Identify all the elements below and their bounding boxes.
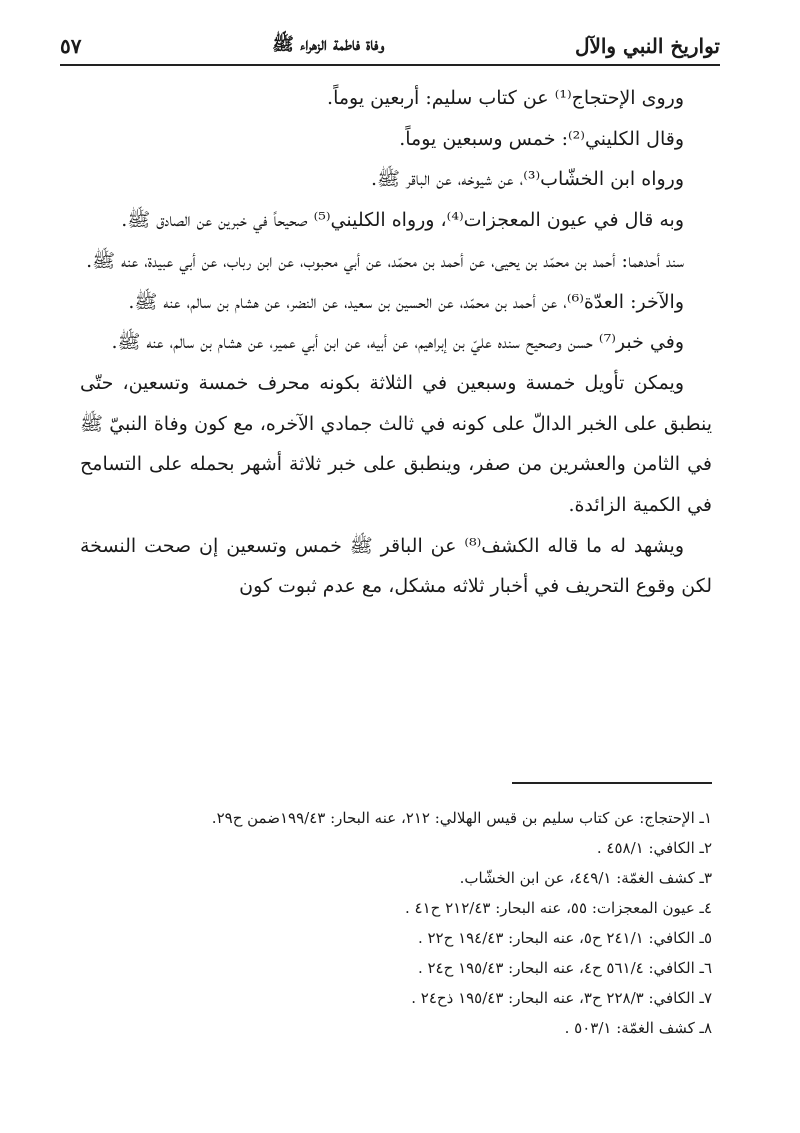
footnote: ٧ـ الكافي: ٢٢٨/٣ ح٣، عنه البحار: ١٩٥/٤٣ ذح٢٤ . [411,989,712,1007]
paragraph: وبه قال في عيون المعجزات⁽⁴⁾، ورواه الكليني⁽⁵⁾ صحيحاً في خبرين عن الصادق ﷺ. [121,209,684,232]
paragraph: وفي خبر⁽⁷⁾ حسن وصحيح سنده عليّ بن إبراهيم، عن أبيه، عن ابن أبي عمير، عن هشام بن سالم، عنه ﷺ. [111,331,684,354]
paragraph: وروى الإحتجاج⁽¹⁾ عن كتاب سليم: أربعين يوماً. [327,87,684,109]
paragraph: ويشهد له ما قاله الكشف⁽⁸⁾ عن الباقر ﷺ خمس وتسعين إن صحت النسخة لكن وقوع التحريف في أخبار ثلاثه مشكل، مع عدم ثبوت كون [80,534,712,598]
footnote-divider [512,782,712,784]
chapter-title: وفاة فاطمة الزهراء ﷺ [272,34,385,55]
footnote: ٢ـ الكافي: ٤٥٨/١ . [596,839,712,857]
paragraph: وقال الكليني⁽²⁾: خمس وسبعين يوماً. [399,127,684,150]
footnote: ٣ـ كشف الغمّة: ٤٤٩/١، عن ابن الخشّاب. [459,869,712,887]
paragraph: ورواه ابن الخشّاب⁽³⁾، عن شيوخه، عن الباقر ﷺ. [370,168,684,191]
main-text [80,78,712,607]
page-number: ٥٧ [60,34,82,58]
footnote: ١ـ الإحتجاج: عن كتاب سليم بن قيس الهلالي: ٢١٢، عنه البحار: ١٩٩/٤٣ضمن ح٢٩. [211,809,712,827]
paragraph: والآخر: العدّة⁽⁶⁾، عن أحمد بن محمّد، عن الحسين بن سعيد، عن النضر، عن هشام بن سالم، عنه ﷺ. [128,290,684,313]
footnote: ٨ـ كشف الغمّة: ٥٠٣/١ . [564,1019,712,1037]
page-header [60,28,720,66]
footnote: ٥ـ الكافي: ٢٤١/١ ح٥، عنه البحار: ١٩٤/٤٣ ح٢٢ . [417,929,712,947]
paragraph: ويمكن تأويل خمسة وسبعين في الثلاثة بكونه محرف خمسة وتسعين، حتّى ينطبق على الخبر الدالّ على كونه في ثالث جمادي الآخره، مع كون وفاة النبيّ ﷺ في الثامن والعشرين من صفر، وينطبق على خبر ثلاثة أشهر بحمله على التسامح في الكمية الزائدة. [80,371,712,517]
paragraph: سند أحدهما: أحمد بن محمّد بن يحيى، عن أحمد بن محمّد، عن أبي محبوب، عن ابن رباب، عن أبي عبيدة، عنه ﷺ. [86,249,684,272]
footnote: ٤ـ عيون المعجزات: ٥٥، عنه البحار: ٢١٢/٤٣ ح٤١ . [404,899,712,917]
footnotes [80,803,712,1043]
footnote: ٦ـ الكافي: ٥٦١/٤ ح٤، عنه البحار: ١٩٥/٤٣ ح٢٤ . [417,959,712,977]
book-title: تواريخ النبي والآل [574,34,720,58]
